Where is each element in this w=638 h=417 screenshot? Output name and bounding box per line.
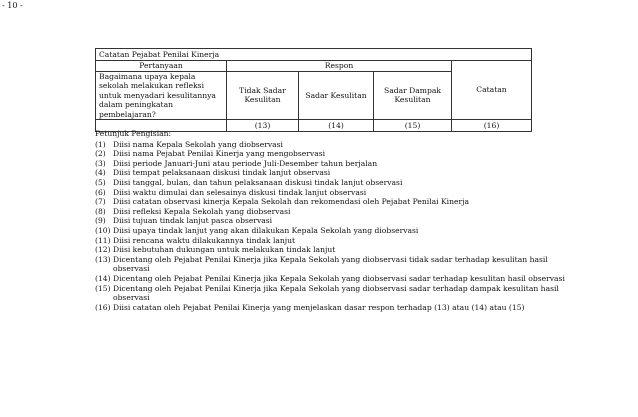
instruction-text: Dicentang oleh Pejabat Penilai Kinerja jika Kepala Sekolah yang diobservasi sadar terhadap dampak kesulitan hasil observasi [113,283,559,303]
instruction-item [95,149,565,159]
table-title: Catatan Pejabat Penilai Kinerja [96,49,532,61]
instruction-number: (15) [95,283,111,293]
instruction-text: Diisi refleksi Kepala Sekolah yang diobservasi [113,206,291,216]
instruction-item [95,284,565,303]
instruction-number: (6) [95,187,106,197]
instruction-item [95,236,565,246]
instruction-item [95,197,565,207]
instruction-item [95,207,565,217]
instruction-text: Diisi periode Januari-Juni atau periode Juli-Desember tahun berjalan [113,158,378,168]
instruction-text: Diisi tempat pelaksanaan diskusi tindak lanjut observasi [113,168,331,178]
observation-notes-table [95,48,532,132]
instruction-text: Dicentang oleh Pejabat Penilai Kinerja jika Kepala Sekolah yang diobservasi tidak sadar terhadap kesulitan hasil observasi [113,254,548,274]
instruction-number: (16) [95,302,111,312]
response-column-header: Respon [227,61,452,72]
column-number: (13) [227,120,299,132]
instruction-item [95,226,565,236]
instructions-list [95,140,565,313]
instruction-item [95,188,565,198]
instruction-item [95,274,565,284]
instruction-item [95,140,565,150]
instructions-title: Petunjuk Pengisian: [95,129,172,138]
instruction-number: (12) [95,245,111,255]
instruction-item [95,159,565,169]
instruction-item [95,303,565,313]
instruction-text: Diisi waktu dimulai dan selesainya diskusi tindak lanjut observasi [113,187,367,197]
instruction-number: (4) [95,168,106,178]
instruction-text: Diisi nama Kepala Sekolah yang diobservasi [113,139,283,149]
instruction-text: Diisi catatan oleh Pejabat Penilai Kinerja yang menjelaskan dasar respon terhadap (13) atau (14) atau (15) [113,302,525,312]
instruction-number: (3) [95,158,106,168]
instruction-text: Diisi nama Pejabat Penilai Kinerja yang mengobservasi [113,149,326,159]
response-option-not-aware: Tidak Sadar Kesulitan [227,71,299,120]
instructions-section [95,129,565,312]
notes-column-header: Catatan [452,61,532,120]
table-title-row [96,49,532,61]
instruction-number: (13) [95,254,111,264]
page-number: - 10 - [2,1,23,10]
instruction-number: (1) [95,139,106,149]
instruction-item [95,178,565,188]
question-column-header: Pertanyaan [96,61,227,72]
column-number: (15) [374,120,452,132]
instruction-number: (11) [95,235,111,245]
instruction-item [95,216,565,226]
instruction-text: Dicentang oleh Pejabat Penilai Kinerja jika Kepala Sekolah yang diobservasi sadar terhadap kesulitan hasil observasi [113,273,565,283]
instruction-text: Diisi upaya tindak lanjut yang akan dilakukan Kepala Sekolah yang diobservasi [113,225,419,235]
instruction-number: (9) [95,216,106,226]
instruction-text: Diisi kebutuhan dukungan untuk melakukan tindak lanjut [113,245,336,255]
column-number: (16) [452,120,532,132]
instruction-text: Diisi rencana waktu dilakukannya tindak lanjut [113,235,296,245]
instruction-number: (8) [95,206,106,216]
instruction-text: Diisi tanggal, bulan, dan tahun pelaksanaan diskusi tindak lanjut observasi [113,177,403,187]
instruction-number: (2) [95,149,106,159]
instruction-number: (7) [95,197,106,207]
column-number: (14) [299,120,374,132]
instruction-item [95,168,565,178]
instruction-text: Diisi catatan observasi kinerja Kepala Sekolah dan rekomendasi oleh Pejabat Penilai Kinerja [113,197,470,207]
response-option-aware: Sadar Kesulitan [299,71,374,120]
question-text: Bagaimana upaya kepala sekolah melakukan refleksi untuk menyadari kesulitannya dalam peningkatan pembelajaran? [96,71,227,120]
instruction-number: (5) [95,177,106,187]
header-row [96,61,532,72]
instruction-item [95,255,565,274]
response-option-aware-impact: Sadar Dampak Kesulitan [374,71,452,120]
instruction-number: (10) [95,225,111,235]
instruction-text: Diisi tujuan tindak lanjut pasca observasi [113,216,273,226]
instruction-number: (14) [95,273,111,283]
instruction-item [95,245,565,255]
